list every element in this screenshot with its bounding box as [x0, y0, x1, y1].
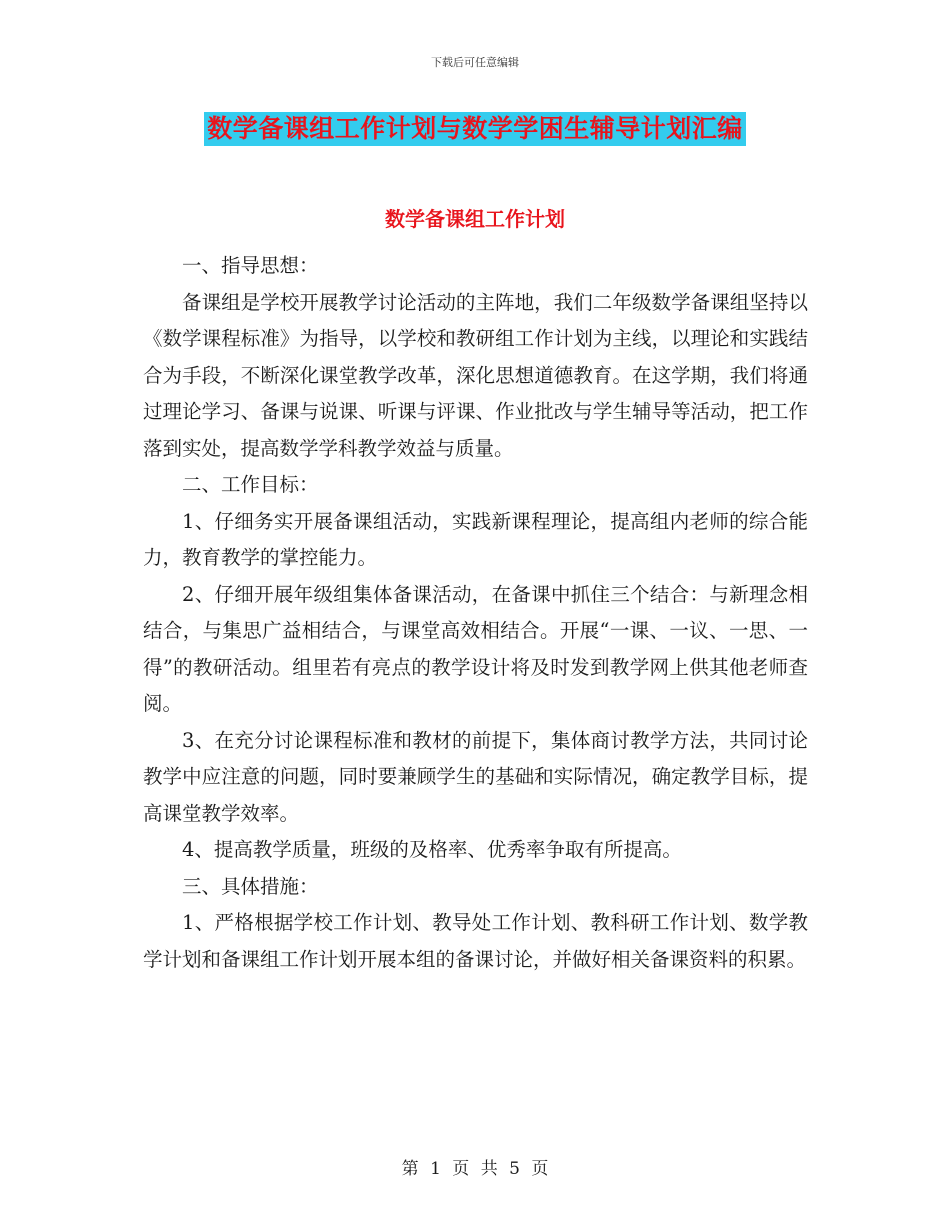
paragraph-guiding-thought: 备课组是学校开展教学讨论活动的主阵地，我们二年级数学备课组坚持以《数学课程标准》为指导，以学校和教研组工作计划为主线，以理论和实践结合为手段，不断深化课堂教学改革，深化思想道德教育。在这学期，我们将通过理论学习、备课与说课、听课与评课、作业批改与学生辅导等活动，把工作落到实处，提高数学学科教学效益与质量。	[143, 290, 808, 460]
paragraph-measure-1: 1、严格根据学校工作计划、教导处工作计划、教科研工作计划、数学教学计划和备课组工作计划开展本组的备课讨论，并做好相关备课资料的积累。	[143, 911, 808, 971]
heading-guiding-thought: 一、指导思想：	[182, 254, 319, 277]
heading-work-goals: 二、工作目标：	[182, 473, 319, 496]
header-note: 下载后可任意编辑	[431, 56, 519, 69]
paragraph-goal-3: 3、在充分讨论课程标准和教材的前提下，集体商讨教学方法，共同讨论教学中应注意的问题，同时要兼顾学生的基础和实际情况，确定教学目标，提高课堂教学效率。	[143, 728, 808, 825]
paragraph-goal-2: 2、仔细开展年级组集体备课活动，在备课中抓住三个结合：与新理念相结合，与集思广益相结合，与课堂高效相结合。开展“一课、一议、一思、一得”的教研活动。组里若有亮点的教学设计将及时发到教学网上供其他老师查阅。	[143, 582, 808, 715]
section-title: 数学备课组工作计划	[385, 207, 565, 231]
paragraph-goal-4: 4、提高教学质量，班级的及格率、优秀率争取有所提高。	[182, 838, 682, 861]
document-body	[143, 248, 808, 978]
heading-measures: 三、具体措施：	[182, 874, 319, 898]
page-footer: 第 1 页 共 5 页	[401, 1159, 549, 1179]
main-title-text: 数学备课组工作计划与数学学困生辅导计划汇编	[204, 112, 746, 146]
paragraph-goal-1: 1、仔细务实开展备课组活动，实践新课程理论，提高组内老师的综合能力，教育教学的掌控能力。	[143, 509, 808, 569]
main-title	[0, 112, 950, 146]
